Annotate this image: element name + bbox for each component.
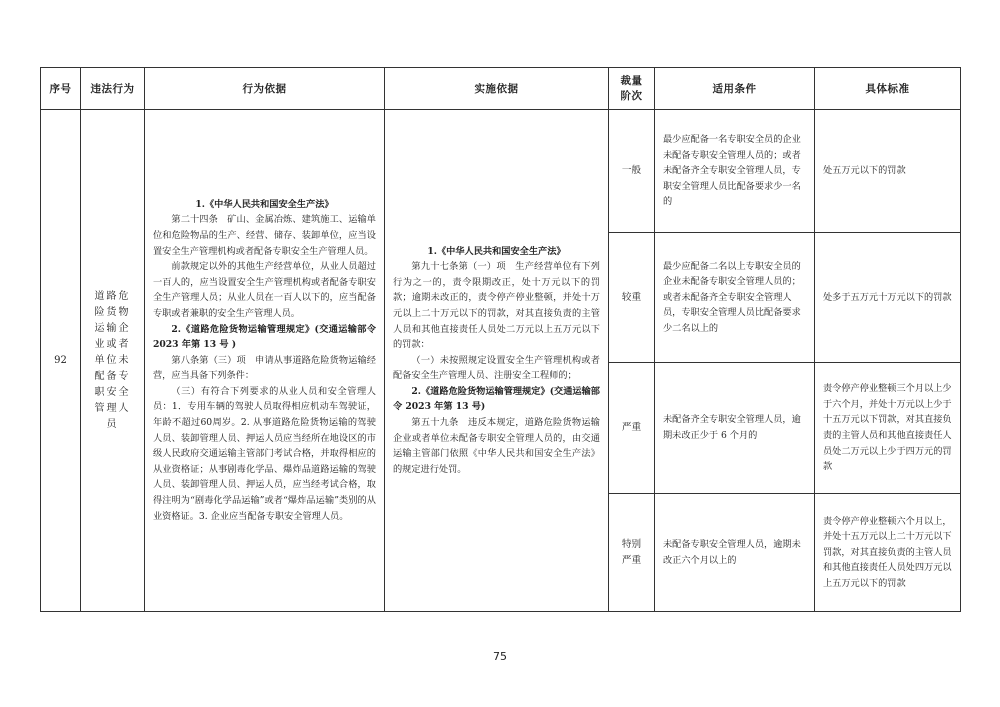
header-basis: 行为依据 xyxy=(145,68,385,110)
level-cell: 特别严重 xyxy=(609,494,655,612)
row-implementation xyxy=(385,110,609,612)
standard-cell: 责令停产停业整顿三个月以上少于六个月，并处十万元以上少于十五万元以下罚款，对其直接负责的主管人员和其他直接责任人员处二万元以上少于四万元的罚款 xyxy=(815,363,961,494)
impl-law1-title: 1.《中华人民共和国安全生产法》 xyxy=(427,245,566,257)
row-violation: 道路危险货物运输企业或者单位未配备专职安全管理人员 xyxy=(81,110,145,612)
basis-law2-p2: （三）有符合下列要求的从业人员和安全管理人员：1．专用车辆的驾驶人员取得相应机动车驾驶证，年龄不超过60周岁。2. 从事道路危险货物运输的驾驶人员、装卸管理人员、押运人员应当经所在地设区的市级人民政府交通运输主管部门考试合格，并取得相应的从业资格证；从事剧毒化学品、爆炸品道路运输的驾驶人员、装卸管理人员、押运人员，应当经考试合格，取得注明为“剧毒化学品运输”或者“爆炸品运输”类别的从业资格证。3. 企业应当配备专职安全管理人员。 xyxy=(153,385,376,522)
header-row xyxy=(41,68,961,110)
standard-cell: 责令停产停业整顿六个月以上，并处十五万元以上二十万元以下罚款，对其直接负责的主管人员和其他直接责任人员处四万元以上五万元以下的罚款 xyxy=(815,494,961,612)
header-standard: 具体标准 xyxy=(815,68,961,110)
basis-law2-p1: 第八条第（三）项 申请从事道路危险货物运输经营，应当具备下列条件： xyxy=(153,354,376,382)
condition-cell: 最少应配备一名专职安全员的企业未配备专职安全管理人员的；或者未配备齐全专职安全管理人员，专职安全管理人员比配备要求少一名的 xyxy=(655,110,815,233)
level-cell: 较重 xyxy=(609,233,655,363)
table-row xyxy=(41,110,961,233)
header-seq: 序号 xyxy=(41,68,81,110)
condition-cell: 最少应配备二名以上专职安全员的企业未配备专职安全管理人员的；或者未配备齐全专职安全管理人员，专职安全管理人员比配备要求少二名以上的 xyxy=(655,233,815,363)
standard-cell: 处五万元以下的罚款 xyxy=(815,110,961,233)
condition-cell: 未配备齐全专职安全管理人员，逾期未改正少于 6 个月的 xyxy=(655,363,815,494)
page-number: 75 xyxy=(493,650,507,663)
header-violation: 违法行为 xyxy=(81,68,145,110)
condition-cell: 未配备专职安全管理人员，逾期未改正六个月以上的 xyxy=(655,494,815,612)
basis-law2-title: 2.《道路危险货物运输管理规定》(交通运输部令 2023 年第 13 号 ) xyxy=(153,323,376,351)
impl-law1-p1: 第九十七条第（一）项 生产经营单位有下列行为之一的，责令限期改正，处十万元以下的罚款；逾期未改正的，责令停产停业整顿，并处十万元以上二十万元以下的罚款，对其直接负责的主管人员和其他直接责任人员处二万元以上五万元以下的罚款： xyxy=(393,261,600,351)
penalty-table xyxy=(40,67,961,612)
impl-law1-p2: （一）未按照规定设置安全生产管理机构或者配备安全生产管理人员、注册安全工程师的； xyxy=(393,354,600,382)
basis-law1-p1: 第二十四条 矿山、金属冶炼、建筑施工、运输单位和危险物品的生产、经营、储存、装卸单位，应当设置安全生产管理机构或者配备专职安全生产管理人员。 xyxy=(153,214,376,257)
row-basis xyxy=(145,110,385,612)
header-implementation: 实施依据 xyxy=(385,68,609,110)
level-cell: 一般 xyxy=(609,110,655,233)
header-condition: 适用条件 xyxy=(655,68,815,110)
basis-law1-title: 1.《中华人民共和国安全生产法》 xyxy=(195,198,334,210)
impl-law2-title: 2.《道路危险货物运输管理规定》(交通运输部令 2023 年第 13 号) xyxy=(393,385,600,413)
header-level: 裁量阶次 xyxy=(609,68,655,110)
basis-law1-p2: 前款规定以外的其他生产经营单位，从业人员超过一百人的，应当设置安全生产管理机构或者配备专职安全生产管理人员；从业人员在一百人以下的，应当配备专职或者兼职的安全生产管理人员。 xyxy=(153,261,376,319)
impl-law2-p1: 第五十九条 违反本规定，道路危险货物运输企业或者单位未配备专职安全管理人员的，由交通运输主管部门依照《中华人民共和国安全生产法》的规定进行处罚。 xyxy=(393,417,600,475)
level-cell: 严重 xyxy=(609,363,655,494)
row-seq: 92 xyxy=(41,110,81,612)
standard-cell: 处多于五万元十万元以下的罚款 xyxy=(815,233,961,363)
